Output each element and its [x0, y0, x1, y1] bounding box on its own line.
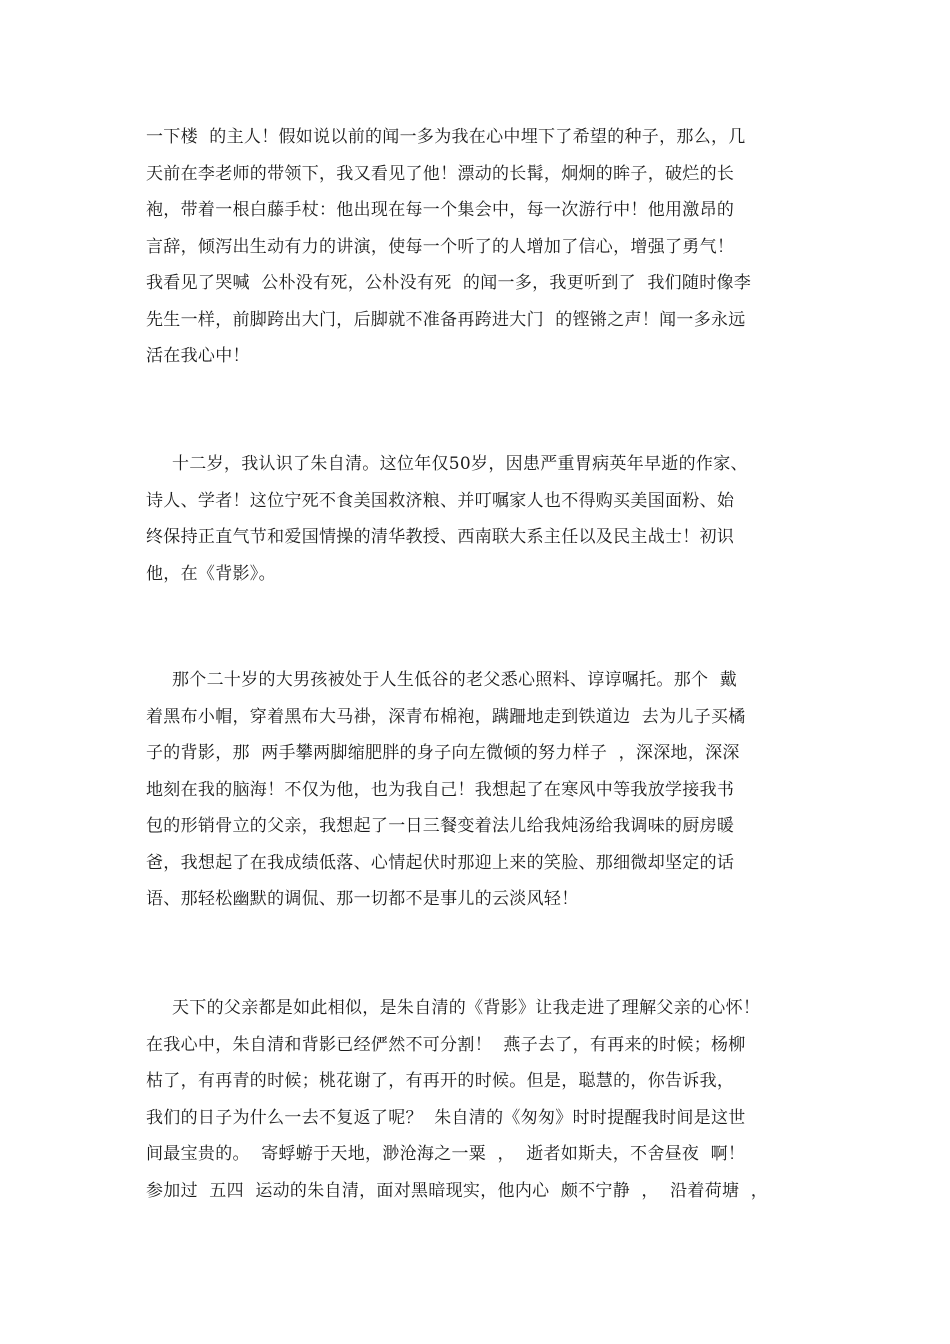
paragraph-line: 爸，我想起了在我成绩低落、心情起伏时那迎上来的笑脸、那细微却坚定的话 [146, 852, 735, 873]
paragraph-line: 我看见了哭喊 公朴没有死，公朴没有死 的闻一多，我更听到了 我们随时像李 [146, 273, 752, 293]
paragraph-line: 袍，带着一根白藤手杖：他出现在每一个集会中，每一次游行中！他用激昂的 [146, 200, 735, 220]
paragraph-line: 诗人、学者！这位宁死不食美国救济粮、并叮嘱家人也不得购买美国面粉、始 [146, 490, 735, 511]
paragraph-line: 在我心中，朱自清和背影已经俨然不可分割！ 燕子去了，有再来的时候；杨柳 [146, 1034, 746, 1055]
paragraph-line: 一下楼 的主人！假如说以前的闻一多为我在心中埋下了希望的种子，那么，几 [146, 127, 746, 147]
paragraph-line: 他，在《背影》。 [146, 563, 276, 584]
paragraph-line: 间最宝贵的。 寄蜉蝣于天地，渺沧海之一粟 ， 逝者如斯夫，不舍昼夜 啊！ [146, 1144, 746, 1164]
paragraph-back-view [146, 662, 816, 918]
paragraph-line: 那个二十岁的大男孩被处于人生低谷的老父悉心照料、谆谆嘱托。那个 戴 [172, 670, 738, 690]
paragraph-line: 言辞，倾泻出生动有力的讲演，使每一个听了的人增加了信心，增强了勇气！ [146, 236, 735, 257]
paragraph-line: 十二岁，我认识了朱自清。这位年仅50岁，因患严重胃病英年早逝的作家、 [172, 454, 748, 474]
paragraph-fathers [146, 990, 816, 1209]
paragraph-line: 子的背影，那 两手攀两脚缩肥胖的身子向左微倾的努力样子 ，深深地，深深 [146, 743, 740, 763]
paragraph-line: 参加过 五四 运动的朱自清，面对黑暗现实，他内心 颇不宁静 ， 沿着荷塘 ， [146, 1180, 769, 1201]
paragraph-line: 先生一样，前脚跨出大门，后脚就不准备再跨进大门 的铿锵之声！闻一多永远 [146, 309, 746, 330]
paragraph-line: 着黑布小帽，穿着黑布大马褂，深青布棉袍，蹒跚地走到铁道边 去为儿子买橘 [146, 706, 746, 727]
paragraph-line: 终保持正直气节和爱国情操的清华教授、西南联大系主任以及民主战士！初识 [146, 527, 735, 547]
paragraph-wen-yiduo [146, 119, 816, 375]
paragraph-line: 地刻在我的脑海！不仅为他，也为我自己！我想起了在寒风中等我放学接我书 [146, 779, 735, 800]
paragraph-line: 活在我心中！ [146, 346, 250, 366]
paragraph-line: 枯了，有再青的时候；桃花谢了，有再开的时候。但是，聪慧的，你告诉我， [146, 1071, 735, 1091]
paragraph-line: 包的形销骨立的父亲，我想起了一日三餐变着法儿给我炖汤给我调味的厨房暖 [146, 816, 735, 836]
paragraph-line: 天下的父亲都是如此相似，是朱自清的《背影》让我走进了理解父亲的心怀！ [172, 998, 761, 1018]
paragraph-zhu-ziqing-intro [146, 446, 816, 592]
paragraph-line: 语、那轻松幽默的调侃、那一切都不是事儿的云淡风轻！ [146, 889, 579, 909]
paragraph-line: 天前在李老师的带领下，我又看见了他！漂动的长髯，炯炯的眸子，破烂的长 [146, 163, 735, 184]
paragraph-line: 我们的日子为什么一去不复返了呢？ 朱自清的《匆匆》时时提醒我时间是这世 [146, 1107, 746, 1128]
